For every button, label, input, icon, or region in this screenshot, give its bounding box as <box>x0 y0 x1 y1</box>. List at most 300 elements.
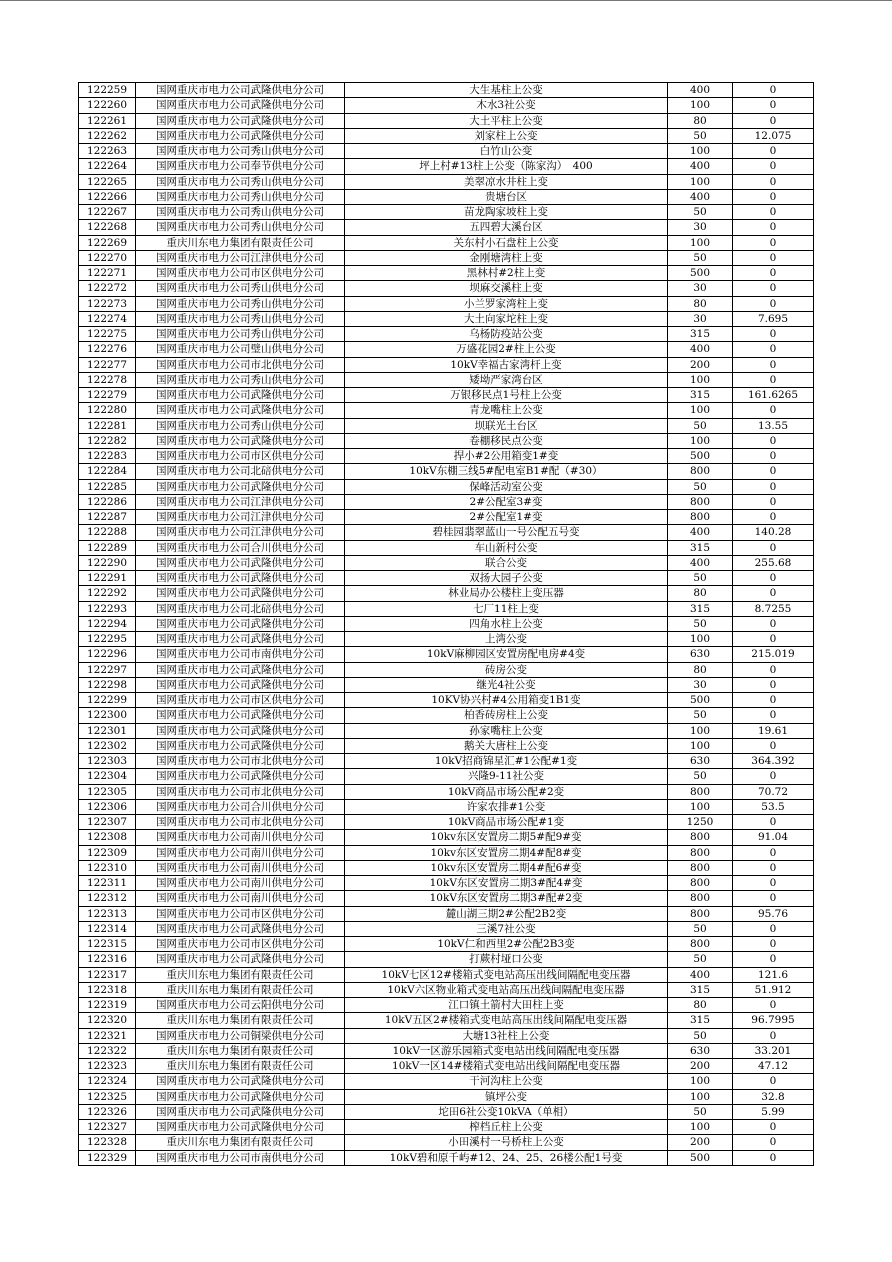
company-cell: 国网重庆市电力公司武隆供电分公司 <box>136 921 345 936</box>
table-row <box>79 632 814 647</box>
table-row <box>79 723 814 738</box>
row-id-cell: 122314 <box>79 921 136 936</box>
transformer-name-cell: 继光4社公变 <box>345 677 668 692</box>
row-id-cell: 122270 <box>79 250 136 265</box>
transformer-name-cell: 车山新村公变 <box>345 540 668 555</box>
transformer-name-cell: 大塘13社柱上公变 <box>345 1028 668 1043</box>
row-id-cell: 122264 <box>79 159 136 174</box>
row-id-cell: 122276 <box>79 342 136 357</box>
row-id-cell: 122287 <box>79 510 136 525</box>
company-cell: 重庆川东电力集团有限责任公司 <box>136 235 345 250</box>
value-cell: 0 <box>733 708 814 723</box>
capacity-cell: 50 <box>668 128 733 143</box>
value-cell: 0 <box>733 327 814 342</box>
company-cell: 国网重庆市电力公司武隆供电分公司 <box>136 1104 345 1119</box>
capacity-cell: 200 <box>668 1059 733 1074</box>
capacity-cell: 100 <box>668 738 733 753</box>
table-row <box>79 281 814 296</box>
value-cell: 161.6265 <box>733 388 814 403</box>
value-cell: 0 <box>733 296 814 311</box>
value-cell: 33.201 <box>733 1043 814 1058</box>
company-cell: 国网重庆市电力公司秀山供电分公司 <box>136 205 345 220</box>
transformer-name-cell: 镇坪公变 <box>345 1089 668 1104</box>
value-cell: 0 <box>733 1135 814 1150</box>
capacity-cell: 100 <box>668 723 733 738</box>
table-body <box>79 83 814 1166</box>
value-cell: 0 <box>733 815 814 830</box>
transformer-name-cell: 贵塘台区 <box>345 189 668 204</box>
table-row <box>79 738 814 753</box>
capacity-cell: 100 <box>668 632 733 647</box>
company-cell: 国网重庆市电力公司江津供电分公司 <box>136 525 345 540</box>
company-cell: 国网重庆市电力公司武隆供电分公司 <box>136 1089 345 1104</box>
row-id-cell: 122324 <box>79 1074 136 1089</box>
company-cell: 国网重庆市电力公司秀山供电分公司 <box>136 418 345 433</box>
capacity-cell: 50 <box>668 418 733 433</box>
transformer-name-cell: 10kv东区安置房二期4#配6#变 <box>345 860 668 875</box>
transformer-name-cell: 黑林村#2柱上变 <box>345 266 668 281</box>
capacity-cell: 315 <box>668 540 733 555</box>
value-cell: 0 <box>733 738 814 753</box>
capacity-cell: 80 <box>668 113 733 128</box>
capacity-cell: 800 <box>668 830 733 845</box>
row-id-cell: 122295 <box>79 632 136 647</box>
value-cell: 8.7255 <box>733 601 814 616</box>
table-row <box>79 1104 814 1119</box>
value-cell: 0 <box>733 357 814 372</box>
table-row <box>79 372 814 387</box>
transformer-name-cell: 大生基柱上公变 <box>345 83 668 98</box>
capacity-cell: 500 <box>668 449 733 464</box>
value-cell: 0 <box>733 479 814 494</box>
value-cell: 0 <box>733 83 814 98</box>
transformer-name-cell: 四角水柱上公变 <box>345 616 668 631</box>
company-cell: 国网重庆市电力公司市北供电分公司 <box>136 754 345 769</box>
capacity-cell: 50 <box>668 708 733 723</box>
row-id-cell: 122329 <box>79 1150 136 1165</box>
row-id-cell: 122262 <box>79 128 136 143</box>
company-cell: 国网重庆市电力公司武隆供电分公司 <box>136 738 345 753</box>
row-id-cell: 122294 <box>79 616 136 631</box>
capacity-cell: 800 <box>668 860 733 875</box>
transformer-name-cell: 10kV麻柳园区安置房配电房#4变 <box>345 647 668 662</box>
capacity-cell: 100 <box>668 433 733 448</box>
capacity-cell: 800 <box>668 845 733 860</box>
capacity-cell: 50 <box>668 769 733 784</box>
table-row <box>79 998 814 1013</box>
table-row <box>79 830 814 845</box>
row-id-cell: 122268 <box>79 220 136 235</box>
value-cell: 0 <box>733 540 814 555</box>
row-id-cell: 122327 <box>79 1120 136 1135</box>
company-cell: 国网重庆市电力公司云阳供电分公司 <box>136 998 345 1013</box>
value-cell: 0 <box>733 205 814 220</box>
row-id-cell: 122288 <box>79 525 136 540</box>
transformer-name-cell: 10kv东区安置房二期4#配8#变 <box>345 845 668 860</box>
capacity-cell: 80 <box>668 998 733 1013</box>
transformer-name-cell: 捍小#2公用箱变1#变 <box>345 449 668 464</box>
table-row <box>79 525 814 540</box>
value-cell: 0 <box>733 220 814 235</box>
value-cell: 0 <box>733 769 814 784</box>
company-cell: 国网重庆市电力公司秀山供电分公司 <box>136 281 345 296</box>
company-cell: 国网重庆市电力公司北碚供电分公司 <box>136 601 345 616</box>
company-cell: 国网重庆市电力公司市区供电分公司 <box>136 693 345 708</box>
capacity-cell: 315 <box>668 601 733 616</box>
value-cell: 0 <box>733 616 814 631</box>
transformer-name-cell: 林业局办公楼柱上变压器 <box>345 586 668 601</box>
value-cell: 0 <box>733 342 814 357</box>
row-id-cell: 122289 <box>79 540 136 555</box>
transformer-name-cell: 10kV商品市场公配#2变 <box>345 784 668 799</box>
transformer-name-cell: 10kV东区安置房二期3#配#2变 <box>345 891 668 906</box>
company-cell: 国网重庆市电力公司江津供电分公司 <box>136 494 345 509</box>
capacity-cell: 400 <box>668 342 733 357</box>
capacity-cell: 315 <box>668 388 733 403</box>
capacity-cell: 400 <box>668 189 733 204</box>
table-row <box>79 586 814 601</box>
table-row <box>79 1043 814 1058</box>
capacity-cell: 315 <box>668 982 733 997</box>
company-cell: 国网重庆市电力公司秀山供电分公司 <box>136 220 345 235</box>
company-cell: 国网重庆市电力公司武隆供电分公司 <box>136 662 345 677</box>
value-cell: 0 <box>733 510 814 525</box>
value-cell: 0 <box>733 677 814 692</box>
company-cell: 重庆川东电力集团有限责任公司 <box>136 982 345 997</box>
capacity-cell: 800 <box>668 784 733 799</box>
table-row <box>79 418 814 433</box>
transformer-name-cell: 10kV仁和西里2#公配2B3变 <box>345 937 668 952</box>
transformer-name-cell: 10kV六区物业箱式变电站高压出线间隔配电变压器 <box>345 982 668 997</box>
capacity-cell: 50 <box>668 921 733 936</box>
transformer-name-cell: 江口镇土箭村大田柱上变 <box>345 998 668 1013</box>
row-id-cell: 122266 <box>79 189 136 204</box>
row-id-cell: 122286 <box>79 494 136 509</box>
row-id-cell: 122328 <box>79 1135 136 1150</box>
transformer-name-cell: 矮坳严家湾台区 <box>345 372 668 387</box>
capacity-cell: 50 <box>668 1028 733 1043</box>
row-id-cell: 122319 <box>79 998 136 1013</box>
table-row <box>79 494 814 509</box>
transformer-name-cell: 鹅关大唐柱上公变 <box>345 738 668 753</box>
capacity-cell: 800 <box>668 464 733 479</box>
row-id-cell: 122275 <box>79 327 136 342</box>
value-cell: 91.04 <box>733 830 814 845</box>
row-id-cell: 122279 <box>79 388 136 403</box>
value-cell: 53.5 <box>733 799 814 814</box>
value-cell: 255.68 <box>733 555 814 570</box>
company-cell: 国网重庆市电力公司武隆供电分公司 <box>136 83 345 98</box>
row-id-cell: 122285 <box>79 479 136 494</box>
company-cell: 国网重庆市电力公司武隆供电分公司 <box>136 388 345 403</box>
capacity-cell: 80 <box>668 662 733 677</box>
value-cell: 12.075 <box>733 128 814 143</box>
capacity-cell: 100 <box>668 235 733 250</box>
transformer-name-cell: 金刚塘湾柱上变 <box>345 250 668 265</box>
table-row <box>79 296 814 311</box>
table-row <box>79 235 814 250</box>
table-row <box>79 250 814 265</box>
transformer-name-cell: 万银移民点1号柱上公变 <box>345 388 668 403</box>
capacity-cell: 400 <box>668 525 733 540</box>
capacity-cell: 100 <box>668 174 733 189</box>
transformer-name-cell: 刘家柱上公变 <box>345 128 668 143</box>
row-id-cell: 122300 <box>79 708 136 723</box>
table-row <box>79 677 814 692</box>
row-id-cell: 122298 <box>79 677 136 692</box>
company-cell: 国网重庆市电力公司市区供电分公司 <box>136 449 345 464</box>
company-cell: 国网重庆市电力公司铜梁供电分公司 <box>136 1028 345 1043</box>
table-row <box>79 601 814 616</box>
capacity-cell: 200 <box>668 357 733 372</box>
transformer-name-cell: 美翠凉水井柱上变 <box>345 174 668 189</box>
value-cell: 95.76 <box>733 906 814 921</box>
value-cell: 0 <box>733 189 814 204</box>
value-cell: 0 <box>733 449 814 464</box>
row-id-cell: 122304 <box>79 769 136 784</box>
capacity-cell: 800 <box>668 906 733 921</box>
transformer-name-cell: 卷棚移民点公变 <box>345 433 668 448</box>
value-cell: 32.8 <box>733 1089 814 1104</box>
row-id-cell: 122313 <box>79 906 136 921</box>
transformer-name-cell: 青龙嘴柱上公变 <box>345 403 668 418</box>
table-row <box>79 1059 814 1074</box>
table-row <box>79 662 814 677</box>
table-row <box>79 388 814 403</box>
company-cell: 国网重庆市电力公司奉节供电分公司 <box>136 159 345 174</box>
value-cell: 0 <box>733 1074 814 1089</box>
row-id-cell: 122326 <box>79 1104 136 1119</box>
capacity-cell: 630 <box>668 1043 733 1058</box>
value-cell: 0 <box>733 1150 814 1165</box>
transformer-name-cell: 10kV幸福古家湾杆上变 <box>345 357 668 372</box>
capacity-cell: 400 <box>668 83 733 98</box>
transformer-name-cell: 许家农排#1公变 <box>345 799 668 814</box>
capacity-cell: 50 <box>668 479 733 494</box>
capacity-cell: 400 <box>668 159 733 174</box>
row-id-cell: 122296 <box>79 647 136 662</box>
value-cell: 0 <box>733 98 814 113</box>
company-cell: 国网重庆市电力公司武隆供电分公司 <box>136 113 345 128</box>
table-row <box>79 159 814 174</box>
capacity-cell: 630 <box>668 647 733 662</box>
transformer-name-cell: 木水3社公变 <box>345 98 668 113</box>
row-id-cell: 122274 <box>79 311 136 326</box>
transformer-name-cell: 小田溪村一号桥柱上公变 <box>345 1135 668 1150</box>
company-cell: 国网重庆市电力公司武隆供电分公司 <box>136 1120 345 1135</box>
company-cell: 国网重庆市电力公司璧山供电分公司 <box>136 342 345 357</box>
table-row <box>79 1120 814 1135</box>
value-cell: 0 <box>733 403 814 418</box>
capacity-cell: 30 <box>668 311 733 326</box>
table-row <box>79 266 814 281</box>
row-id-cell: 122302 <box>79 738 136 753</box>
table-row <box>79 876 814 891</box>
table-row <box>79 1013 814 1028</box>
capacity-cell: 100 <box>668 1089 733 1104</box>
table-row <box>79 754 814 769</box>
table-row <box>79 799 814 814</box>
transformer-name-cell: 双扬大园子公变 <box>345 571 668 586</box>
value-cell: 70.72 <box>733 784 814 799</box>
value-cell: 0 <box>733 937 814 952</box>
value-cell: 0 <box>733 845 814 860</box>
transformer-name-cell: 10kV一区游乐园箱式变电站出线间隔配电变压器 <box>345 1043 668 1058</box>
table-row <box>79 449 814 464</box>
value-cell: 0 <box>733 281 814 296</box>
company-cell: 国网重庆市电力公司南川供电分公司 <box>136 860 345 875</box>
row-id-cell: 122323 <box>79 1059 136 1074</box>
capacity-cell: 100 <box>668 799 733 814</box>
value-cell: 96.7995 <box>733 1013 814 1028</box>
value-cell: 0 <box>733 250 814 265</box>
row-id-cell: 122303 <box>79 754 136 769</box>
table-row <box>79 311 814 326</box>
table-row <box>79 1135 814 1150</box>
value-cell: 0 <box>733 586 814 601</box>
row-id-cell: 122325 <box>79 1089 136 1104</box>
transformer-name-cell: 10kV东区安置房二期3#配4#变 <box>345 876 668 891</box>
company-cell: 国网重庆市电力公司市区供电分公司 <box>136 937 345 952</box>
row-id-cell: 122317 <box>79 967 136 982</box>
transformer-name-cell: 孙家嘴柱上公变 <box>345 723 668 738</box>
transformer-name-cell: 三溪7社公变 <box>345 921 668 936</box>
capacity-cell: 50 <box>668 1104 733 1119</box>
company-cell: 重庆川东电力集团有限责任公司 <box>136 1043 345 1058</box>
row-id-cell: 122306 <box>79 799 136 814</box>
table-row <box>79 464 814 479</box>
company-cell: 国网重庆市电力公司市区供电分公司 <box>136 906 345 921</box>
transformer-name-cell: 白竹山公变 <box>345 144 668 159</box>
capacity-cell: 400 <box>668 555 733 570</box>
row-id-cell: 122290 <box>79 555 136 570</box>
value-cell: 0 <box>733 464 814 479</box>
row-id-cell: 122292 <box>79 586 136 601</box>
row-id-cell: 122310 <box>79 860 136 875</box>
value-cell: 0 <box>733 1028 814 1043</box>
table-row <box>79 891 814 906</box>
row-id-cell: 122261 <box>79 113 136 128</box>
value-cell: 215.019 <box>733 647 814 662</box>
transformer-name-cell: 10kV一区14#楼箱式变电站出线间隔配电变压器 <box>345 1059 668 1074</box>
company-cell: 国网重庆市电力公司武隆供电分公司 <box>136 555 345 570</box>
table-row <box>79 98 814 113</box>
capacity-cell: 100 <box>668 1120 733 1135</box>
capacity-cell: 800 <box>668 876 733 891</box>
company-cell: 国网重庆市电力公司秀山供电分公司 <box>136 311 345 326</box>
capacity-cell: 100 <box>668 98 733 113</box>
company-cell: 重庆川东电力集团有限责任公司 <box>136 967 345 982</box>
company-cell: 国网重庆市电力公司江津供电分公司 <box>136 510 345 525</box>
transformer-name-cell: 10kV商品市场公配#1变 <box>345 815 668 830</box>
company-cell: 国网重庆市电力公司武隆供电分公司 <box>136 403 345 418</box>
row-id-cell: 122307 <box>79 815 136 830</box>
row-id-cell: 122282 <box>79 433 136 448</box>
capacity-cell: 50 <box>668 616 733 631</box>
table-row <box>79 967 814 982</box>
transformer-name-cell: 2#公配室3#变 <box>345 494 668 509</box>
transformer-name-cell: 10kV招商锦星汇#1公配#1变 <box>345 754 668 769</box>
value-cell: 0 <box>733 494 814 509</box>
company-cell: 重庆川东电力集团有限责任公司 <box>136 1135 345 1150</box>
transformer-name-cell: 碧桂园翡翠蓝山一号公配五号变 <box>345 525 668 540</box>
row-id-cell: 122272 <box>79 281 136 296</box>
transformer-name-cell: 坨田6社公变10kVA（单相） <box>345 1104 668 1119</box>
table-row <box>79 1028 814 1043</box>
row-id-cell: 122293 <box>79 601 136 616</box>
value-cell: 0 <box>733 952 814 967</box>
company-cell: 国网重庆市电力公司秀山供电分公司 <box>136 174 345 189</box>
company-cell: 国网重庆市电力公司江津供电分公司 <box>136 250 345 265</box>
value-cell: 51.912 <box>733 982 814 997</box>
capacity-cell: 500 <box>668 693 733 708</box>
company-cell: 国网重庆市电力公司市北供电分公司 <box>136 784 345 799</box>
row-id-cell: 122320 <box>79 1013 136 1028</box>
transformer-name-cell: 联合公变 <box>345 555 668 570</box>
table-row <box>79 845 814 860</box>
value-cell: 0 <box>733 235 814 250</box>
table-row <box>79 403 814 418</box>
row-id-cell: 122263 <box>79 144 136 159</box>
table-row <box>79 433 814 448</box>
company-cell: 国网重庆市电力公司市区供电分公司 <box>136 266 345 281</box>
table-row <box>79 189 814 204</box>
company-cell: 国网重庆市电力公司武隆供电分公司 <box>136 616 345 631</box>
value-cell: 364.392 <box>733 754 814 769</box>
capacity-cell: 30 <box>668 281 733 296</box>
table-row <box>79 327 814 342</box>
value-cell: 0 <box>733 159 814 174</box>
table-row <box>79 708 814 723</box>
capacity-cell: 100 <box>668 1074 733 1089</box>
transformer-name-cell: 2#公配室1#变 <box>345 510 668 525</box>
company-cell: 重庆川东电力集团有限责任公司 <box>136 1059 345 1074</box>
table-row <box>79 83 814 98</box>
value-cell: 140.28 <box>733 525 814 540</box>
transformer-name-cell: 七厂11柱上变 <box>345 601 668 616</box>
company-cell: 国网重庆市电力公司市北供电分公司 <box>136 357 345 372</box>
table-row <box>79 815 814 830</box>
value-cell: 0 <box>733 266 814 281</box>
table-row <box>79 174 814 189</box>
capacity-cell: 630 <box>668 754 733 769</box>
table-row <box>79 128 814 143</box>
value-cell: 0 <box>733 113 814 128</box>
company-cell: 国网重庆市电力公司武隆供电分公司 <box>136 1074 345 1089</box>
transformer-name-cell: 10KV协兴村#4公用箱变1B1变 <box>345 693 668 708</box>
transformer-name-cell: 10kV东棚三线5#配电室B1#配（#30） <box>345 464 668 479</box>
row-id-cell: 122291 <box>79 571 136 586</box>
table-row <box>79 205 814 220</box>
company-cell: 国网重庆市电力公司秀山供电分公司 <box>136 189 345 204</box>
row-id-cell: 122278 <box>79 372 136 387</box>
value-cell: 0 <box>733 693 814 708</box>
transformer-table <box>78 82 814 1166</box>
table-row <box>79 540 814 555</box>
row-id-cell: 122280 <box>79 403 136 418</box>
company-cell: 国网重庆市电力公司武隆供电分公司 <box>136 571 345 586</box>
value-cell: 0 <box>733 571 814 586</box>
row-id-cell: 122299 <box>79 693 136 708</box>
row-id-cell: 122322 <box>79 1043 136 1058</box>
value-cell: 0 <box>733 662 814 677</box>
capacity-cell: 30 <box>668 220 733 235</box>
row-id-cell: 122281 <box>79 418 136 433</box>
row-id-cell: 122309 <box>79 845 136 860</box>
table-row <box>79 1150 814 1165</box>
company-cell: 国网重庆市电力公司武隆供电分公司 <box>136 98 345 113</box>
transformer-name-cell: 上湾公变 <box>345 632 668 647</box>
